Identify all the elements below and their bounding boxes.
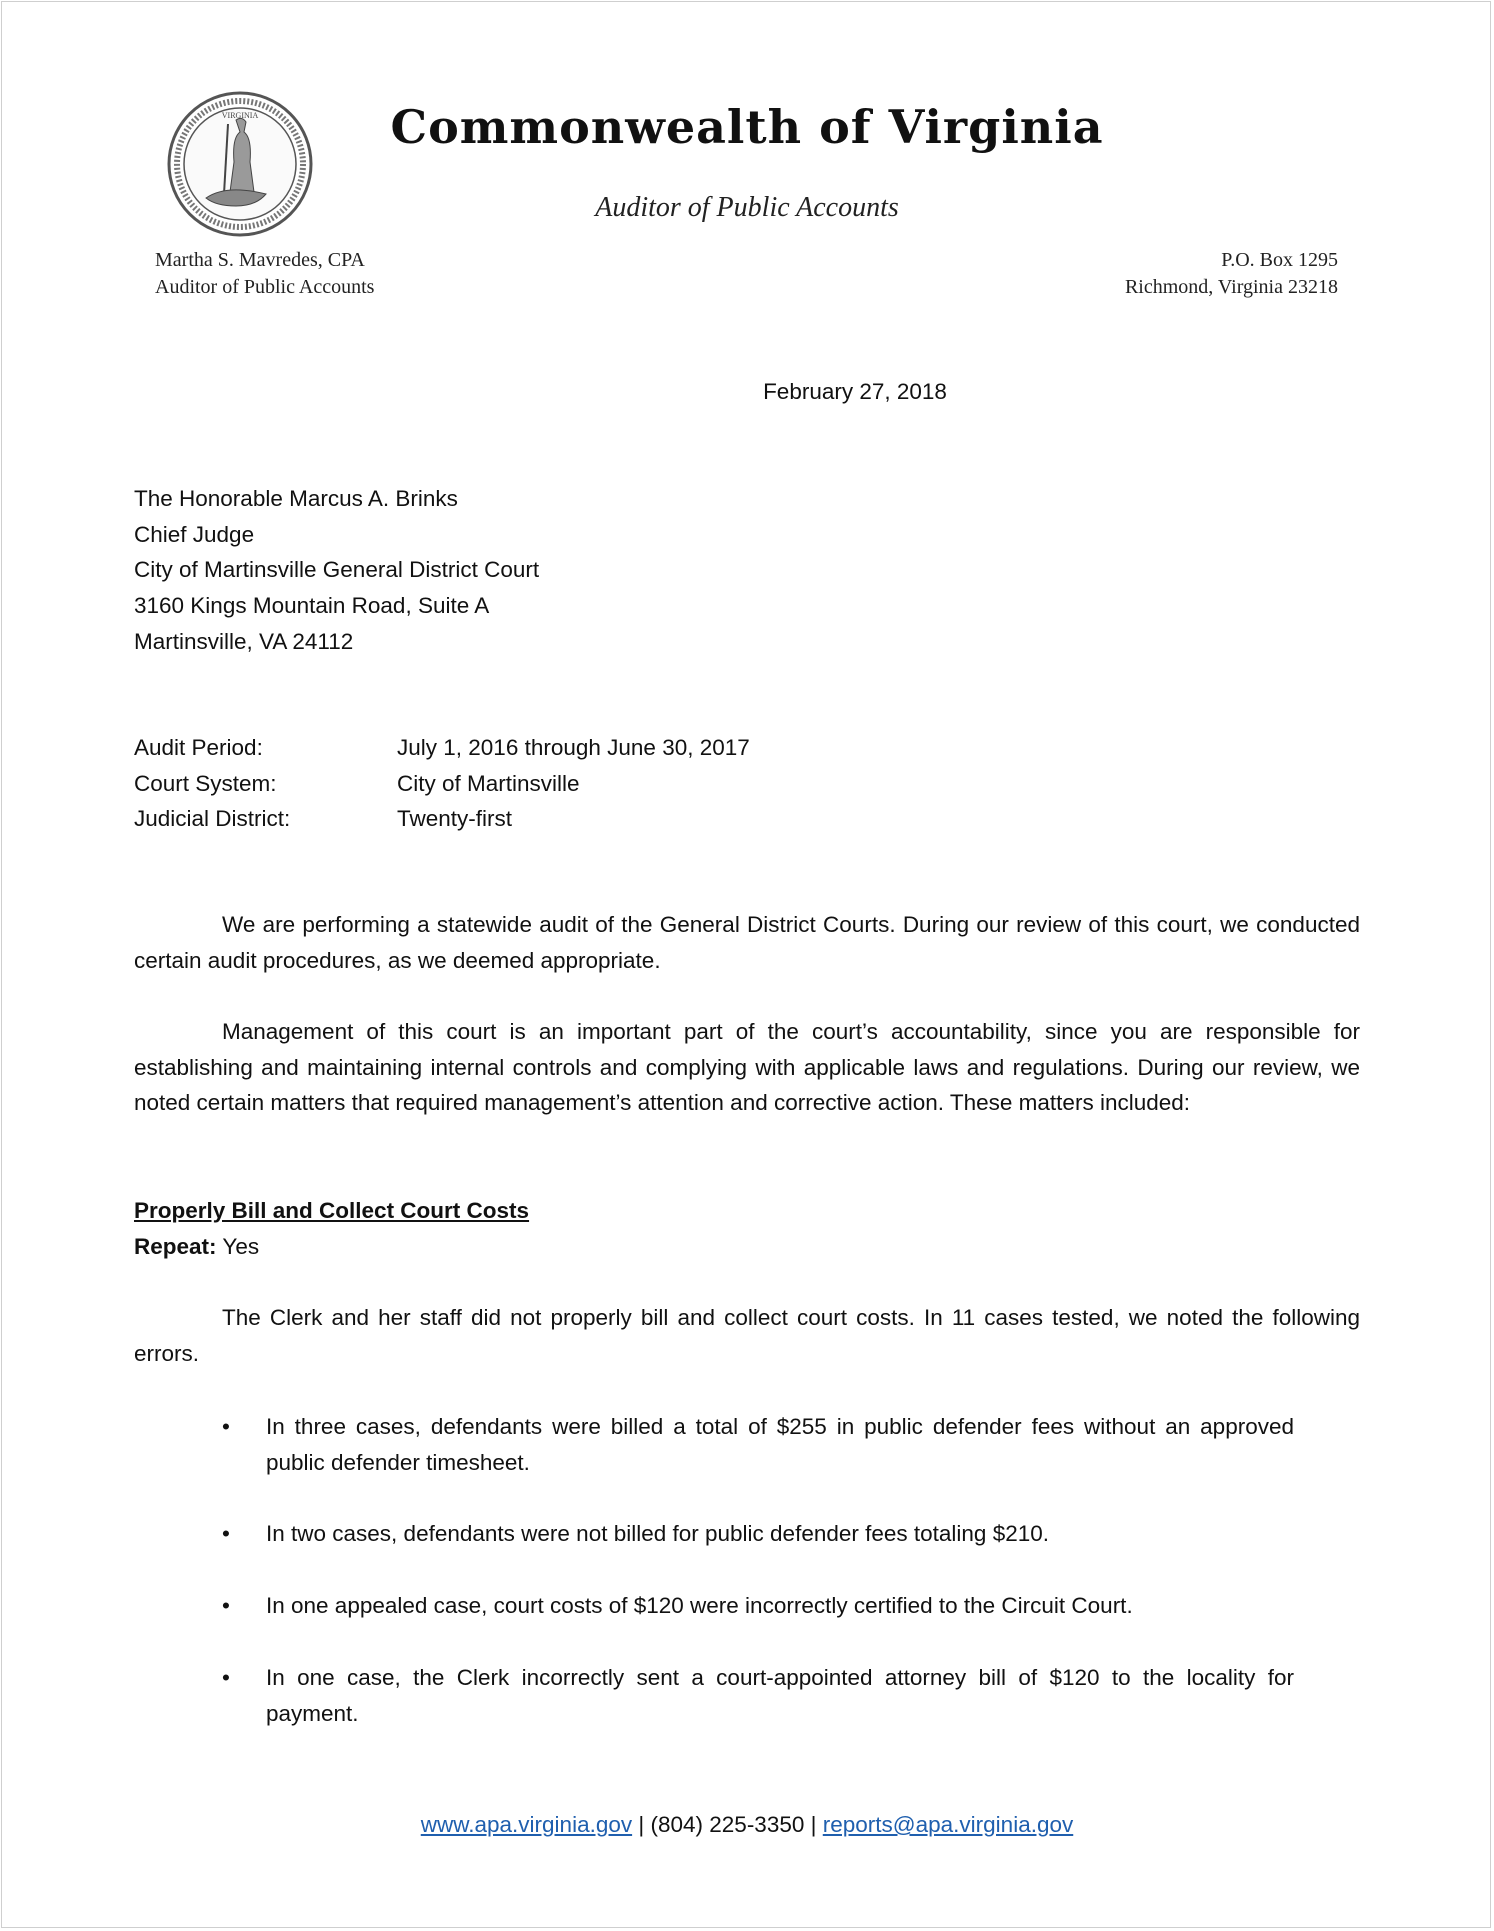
- court-system-value: City of Martinsville: [397, 770, 580, 796]
- phone-number: (804) 225-3350: [650, 1812, 805, 1837]
- judicial-district-value: Twenty-first: [397, 806, 513, 832]
- audit-details: [134, 730, 750, 837]
- letterhead-subtitle: Auditor of Public Accounts: [595, 192, 899, 223]
- address-line: City of Martinsville General District Court: [134, 557, 540, 583]
- repeat-value: Yes: [222, 1234, 260, 1259]
- address-line: 3160 Kings Mountain Road, Suite A: [134, 593, 490, 619]
- footer: [0, 1807, 1494, 1843]
- recipient-address: [134, 481, 539, 660]
- finding-repeat: [134, 1229, 259, 1265]
- audit-period-label: Audit Period:: [134, 735, 263, 760]
- paragraph-text: The Clerk and her staff did not properly bill and collect court costs. In 11 cases tested, we noted the following errors.: [134, 1305, 1360, 1366]
- bullet-icon: •: [222, 1593, 230, 1619]
- paragraph-intro: [134, 907, 1360, 978]
- list-item-text: In one case, the Clerk incorrectly sent a court-appointed attorney bill of $120 to the locality for payment.: [266, 1664, 1294, 1726]
- letter-date: February 27, 2018: [763, 379, 947, 404]
- bullet-icon: •: [222, 1414, 230, 1439]
- seal-text: VIRGINIA: [221, 111, 259, 120]
- auditor-block: [155, 247, 374, 301]
- finding-heading: Properly Bill and Collect Court Costs: [134, 1198, 530, 1223]
- website-link[interactable]: www.apa.virginia.gov: [420, 1812, 633, 1837]
- address-line: Chief Judge: [134, 521, 255, 547]
- email-link[interactable]: reports@apa.virginia.gov: [822, 1812, 1074, 1837]
- list-item-text: In two cases, defendants were not billed for public defender fees totaling $210.: [266, 1521, 1050, 1547]
- list-item: [222, 1660, 1294, 1731]
- auditor-name: Martha S. Mavredes, CPA: [155, 249, 365, 271]
- address-line: The Honorable Marcus A. Brinks: [134, 486, 458, 511]
- list-item: [222, 1409, 1294, 1480]
- auditor-title: Auditor of Public Accounts: [155, 276, 375, 298]
- audit-period-value: July 1, 2016 through June 30, 2017: [397, 735, 750, 760]
- po-box: P.O. Box 1295: [1221, 249, 1338, 271]
- separator: |: [810, 1812, 817, 1837]
- bullet-icon: •: [222, 1664, 230, 1690]
- paragraph-management: [134, 1014, 1360, 1121]
- city-state-zip: Richmond, Virginia 23218: [1124, 276, 1338, 298]
- paragraph-text: Management of this court is an important part of the court’s accountability, since you are responsible for establishing and maintaining internal controls and complying with applicable laws and regulations. During our review, we noted certain matters that required management’s attention and corrective action. These matters included:: [134, 1019, 1360, 1116]
- judicial-district-label: Judicial District:: [134, 806, 291, 832]
- mailing-address-block: [1125, 247, 1338, 301]
- separator: |: [638, 1812, 645, 1837]
- address-line: Martinsville, VA 24112: [134, 628, 354, 654]
- bullet-icon: •: [222, 1521, 230, 1547]
- list-item-text: In one appealed case, court costs of $120 were incorrectly certified to the Circuit Court.: [266, 1593, 1133, 1619]
- repeat-label: Repeat:: [134, 1234, 217, 1259]
- list-item: [222, 1588, 1294, 1624]
- paragraph-text: We are performing a statewide audit of the General District Courts. During our review of this court, we conducted certain audit procedures, as we deemed appropriate.: [134, 912, 1360, 973]
- list-item: [222, 1516, 1294, 1552]
- finding-intro: [134, 1300, 1360, 1371]
- letterhead-title: Commonwealth of Virginia: [390, 100, 1104, 154]
- court-system-label: Court System:: [134, 770, 277, 796]
- error-list: [222, 1409, 1294, 1767]
- list-item-text: In three cases, defendants were billed a total of $255 in public defender fees without an approved public defender timesheet.: [266, 1414, 1294, 1475]
